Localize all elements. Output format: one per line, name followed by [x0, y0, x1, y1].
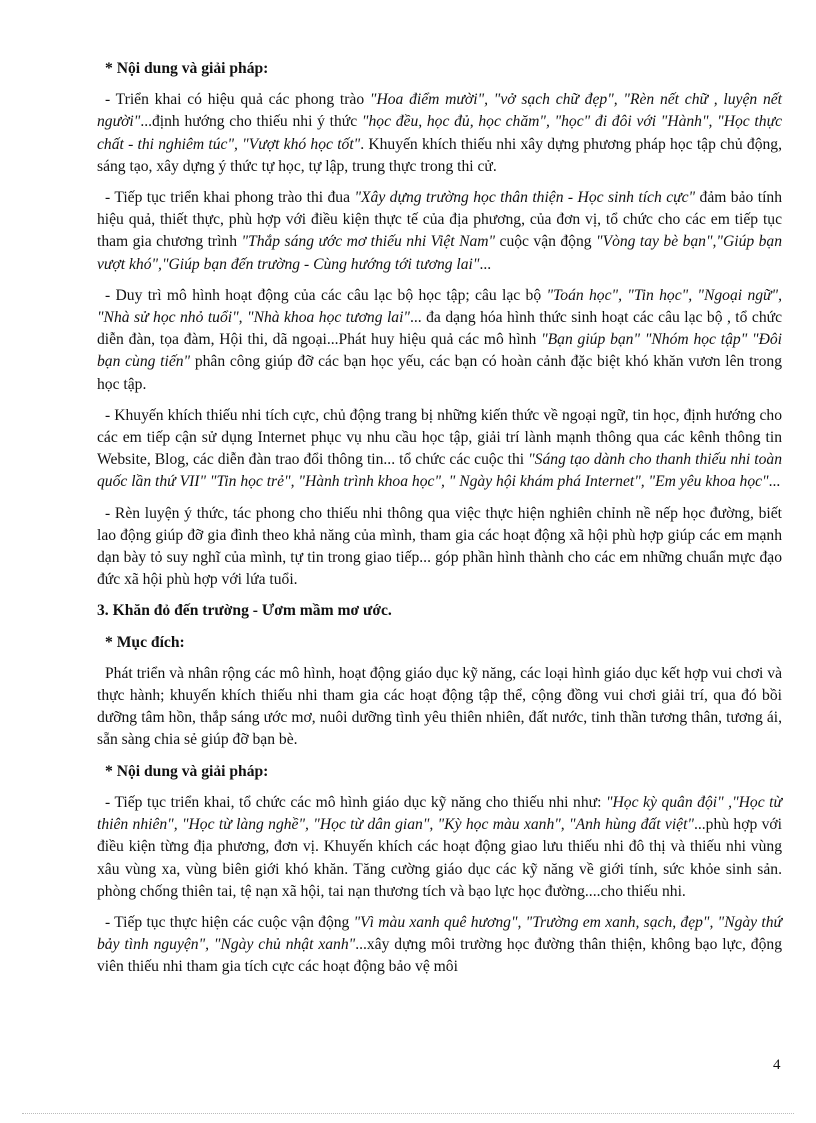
paragraph-study-clubs: - Duy trì mô hình hoạt động của các câu lạc bộ học tập; câu lạc bộ "Toán học", "Tin học", "Ngoại ngữ", "Nhà sử học nhỏ tuổi", "Nhà khoa học tương lai"... đa dạng hóa hình thức sinh hoạt các câu lạc bộ , tổ chức diễn đàn, tọa đàm, Hội thi, dã ngoại...Phát huy hiệu quả các mô hình "Bạn giúp bạn" "Nhóm học tập" "Đôi bạn cùng tiến" phân công giúp đỡ các bạn học yếu, các bạn có hoàn cảnh đặc biệt khó khăn vươn lên trong học tập. — [97, 286, 782, 393]
paragraph-foreign-language-it: - Khuyến khích thiếu nhi tích cực, chủ động trang bị những kiến thức về ngoại ngữ, tin học, định hướng cho các em tiếp cận sử dụng Internet phục vụ nhu cầu học tập, giải trí lành mạnh thông qua các kênh thông tin Website, Blog, các diễn đàn trao đổi thông tin... tổ chức các cuộc thi "Sáng tạo dành cho thanh thiếu nhi toàn quốc lần thứ VII" "Tin học trẻ", "Hành trình khoa học", " Ngày hội khám phá Internet", "Em yêu khoa học"... — [97, 406, 782, 491]
paragraph-discipline: - Rèn luyện ý thức, tác phong cho thiếu nhi thông qua việc thực hiện nghiên chỉnh nề nếp học đường, biết lao động giúp đỡ gia đình theo khả năng của mình, tham gia các hoạt động xã hội phù hợp giúp các em mạnh dạn bày tỏ suy nghĩ của mình, tự tin trong giao tiếp... góp phần hình thành cho các em những chuẩn mực đạo đức xã hội phù hợp với lứa tuổi. — [97, 504, 782, 589]
paragraph-skill-models: - Tiếp tục triển khai, tổ chức các mô hình giáo dục kỹ năng cho thiếu nhi như: "Học kỳ quân đội" ,"Học từ thiên nhiên", "Học từ làng nghề", "Học từ dân gian", "Kỳ học màu xanh", "Anh hùng đất việt"...phù hợp với điều kiện từng địa phương, đơn vị. Khuyến khích các hoạt động giao lưu thiếu nhi đô thị và thiếu nhi vùng xâu vùng xa, vùng biên giới khó khăn. Tăng cường giáo dục các kỹ năng về giới tính, sức khỏe sinh sản. phòng chống thiên tai, tệ nạn xã hội, tai nạn thương tích và bạo lực học đường....cho thiếu nhi. — [97, 793, 782, 900]
paragraph-study-movements: - Triển khai có hiệu quả các phong trào "Hoa điểm mười", "vở sạch chữ đẹp", "Rèn nết chữ , luyện nết người"...định hướng cho thiếu nhi ý thức "học đều, học đủ, học chăm", "học" đi đôi với "Hành", "Học thực chất - thi nghiêm túc", "Vượt khó học tốt". Khuyến khích thiếu nhi xây dựng phương pháp học tập chủ động, sáng tạo, xây dựng ý thức tự học, tự lập, trung thực trong thi cử. — [97, 91, 782, 175]
paragraph-friendly-school: - Tiếp tục triển khai phong trào thi đua "Xây dựng trường học thân thiện - Học sinh tích cực" đảm bảo tính hiệu quả, thiết thực, phù hợp với điều kiện thực tế của địa phương, của đơn vị, tổ chức cho các em tiếp tục tham gia chương trình "Thắp sáng ước mơ thiếu nhi Việt Nam" cuộc vận động "Vòng tay bè bạn","Giúp bạn vượt khó","Giúp bạn đến trường - Cùng hướng tới tương lai"... — [97, 189, 782, 273]
section-heading-purpose: * Mục đích: — [105, 633, 185, 651]
section-heading-solutions-2: * Nội dung và giải pháp: — [105, 762, 269, 780]
page-bottom-rule — [22, 1113, 794, 1114]
page-number: 4 — [773, 1057, 781, 1073]
section-title-red-scarf: 3. Khăn đỏ đến trường - Ươm mầm mơ ước. — [97, 602, 392, 620]
paragraph-purpose: Phát triển và nhân rộng các mô hình, hoạt động giáo dục kỹ năng, các loại hình giáo dục kết hợp vui chơi và thực hành; khuyến khích thiếu nhi tham gia các hoạt động tập thể, cộng đồng vui chơi giải trí, qua đó bồi dưỡng tâm hồn, thắp sáng ước mơ, nuôi dưỡng tình yêu thiên nhiên, đất nước, tinh thần tương thân, tương ái, sẵn sàng chia sẻ giúp đỡ bạn bè. — [97, 664, 782, 749]
paragraph-green-campaigns: - Tiếp tục thực hiện các cuộc vận động "Vì màu xanh quê hương", "Trường em xanh, sạch, đẹp", "Ngày thứ bảy tình nguyện", "Ngày chủ nhật xanh"...xây dựng môi trường học đường thân thiện, không bạo lực, động viên thiếu nhi tham gia tích cực các hoạt động bảo vệ môi — [97, 913, 783, 976]
document-body — [97, 58, 782, 988]
section-heading-solutions: * Nội dung và giải pháp: — [105, 60, 269, 77]
